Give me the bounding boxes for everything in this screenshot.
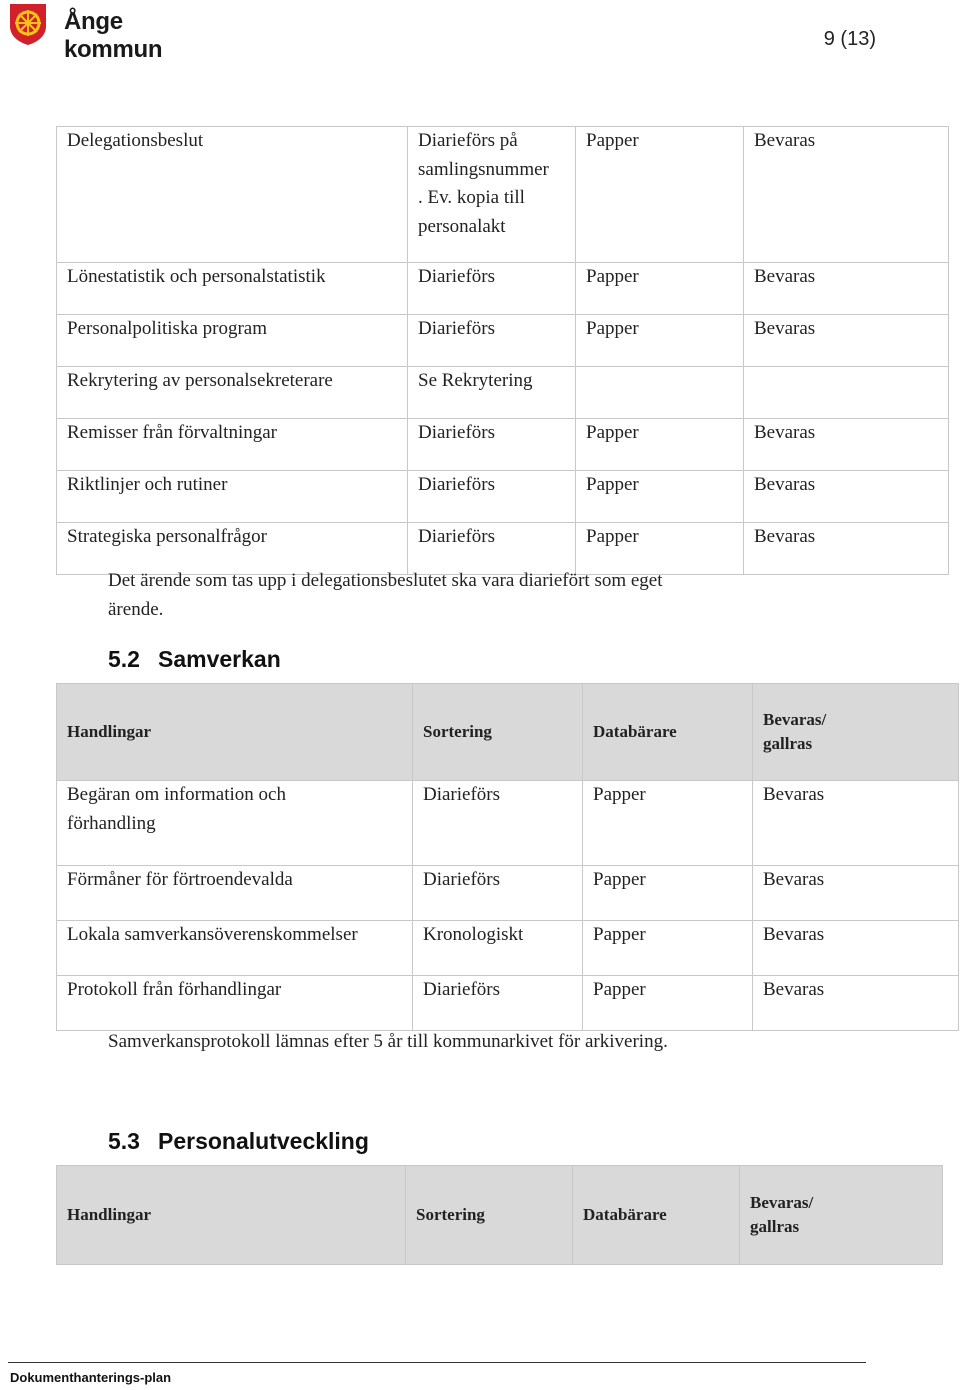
section-title: Samverkan (158, 646, 281, 672)
handling-line: Begäran om information och (67, 784, 286, 805)
records-table-samverkan (56, 683, 959, 1031)
footer-title: Dokumenthanterings-plan (10, 1370, 172, 1385)
sortering-cell: Diarieförs (413, 976, 583, 1031)
header-handlingar: Handlingar (57, 684, 413, 781)
table-header-row (57, 684, 959, 781)
handling-cell: Förmåner för förtroendevalda (57, 866, 413, 921)
sortering-cell (408, 127, 576, 263)
header-line: Bevaras/ (763, 710, 827, 729)
table-row (57, 127, 949, 263)
handling-cell: Protokoll från förhandlingar (57, 976, 413, 1031)
bevaras-cell: Bevaras (753, 976, 959, 1031)
databarare-cell: Papper (576, 127, 744, 263)
header-databarare: Databärare (583, 684, 753, 781)
section-number: 5.2 (108, 646, 140, 672)
sortering-cell: Diarieförs (408, 419, 576, 471)
note-line: Det ärende som tas upp i delegationsbeslutet ska vara diariefört som eget (108, 570, 663, 591)
org-logo (8, 2, 218, 63)
sortering-line: samlingsnummer (418, 158, 549, 180)
table-row (57, 419, 949, 471)
sortering-cell: Kronologiskt (413, 921, 583, 976)
databarare-cell (576, 367, 744, 419)
handling-cell: Riktlinjer och rutiner (57, 471, 408, 523)
bevaras-cell: Bevaras (753, 921, 959, 976)
header-bevaras-gallras (753, 684, 959, 781)
table-row (57, 367, 949, 419)
bevaras-cell: Bevaras (753, 866, 959, 921)
databarare-cell: Papper (583, 781, 753, 866)
sortering-cell: Se Rekrytering (408, 367, 576, 419)
bevaras-cell (744, 367, 949, 419)
handling-cell: Lönestatistik och personalstatistik (57, 263, 408, 315)
delegation-note (108, 567, 663, 624)
databarare-cell: Papper (576, 315, 744, 367)
section-number: 5.3 (108, 1128, 140, 1154)
section-title: Personalutveckling (158, 1128, 369, 1154)
org-name: Ånge kommun (64, 8, 163, 63)
coat-of-arms-icon (8, 2, 48, 46)
page-number: 9 (13) (823, 28, 876, 50)
databarare-cell: Papper (576, 523, 744, 575)
sortering-line: Diarieförs på (418, 130, 518, 151)
records-table-personnel (56, 126, 949, 575)
handling-cell: Rekrytering av personalsekreterare (57, 367, 408, 419)
header-handlingar: Handlingar (57, 1166, 406, 1265)
table-row (57, 781, 959, 866)
databarare-cell: Papper (583, 976, 753, 1031)
bevaras-cell: Bevaras (744, 127, 949, 263)
sortering-cell: Diarieförs (413, 781, 583, 866)
note-line: ärende. (108, 598, 164, 620)
handling-cell: Lokala samverkansöverenskommelser (57, 921, 413, 976)
handling-cell: Remisser från förvaltningar (57, 419, 408, 471)
section-heading-personalutveckling (108, 1128, 369, 1155)
bevaras-cell: Bevaras (744, 315, 949, 367)
handling-line: förhandling (67, 812, 156, 834)
bevaras-cell: Bevaras (744, 471, 949, 523)
header-line: gallras (763, 734, 813, 753)
header-bevaras-gallras (740, 1166, 943, 1265)
bevaras-cell: Bevaras (744, 419, 949, 471)
sortering-cell: Diarieförs (408, 523, 576, 575)
databarare-cell: Papper (576, 263, 744, 315)
footer-divider (8, 1362, 866, 1363)
table-row (57, 921, 959, 976)
table-header-row (57, 1166, 943, 1265)
header-databarare: Databärare (573, 1166, 740, 1265)
handling-cell: Strategiska personalfrågor (57, 523, 408, 575)
table-row (57, 471, 949, 523)
handling-cell: Delegationsbeslut (57, 127, 408, 263)
sortering-cell: Diarieförs (408, 315, 576, 367)
sortering-cell: Diarieförs (408, 471, 576, 523)
bevaras-cell: Bevaras (744, 523, 949, 575)
records-table-personalutveckling (56, 1165, 943, 1265)
handling-cell (57, 781, 413, 866)
table-row (57, 315, 949, 367)
handling-cell: Personalpolitiska program (57, 315, 408, 367)
section-heading-samverkan (108, 646, 281, 673)
header-sortering: Sortering (413, 684, 583, 781)
header-sortering: Sortering (406, 1166, 573, 1265)
databarare-cell: Papper (576, 419, 744, 471)
databarare-cell: Papper (583, 866, 753, 921)
bevaras-cell: Bevaras (744, 263, 949, 315)
bevaras-cell: Bevaras (753, 781, 959, 866)
header-line: Bevaras/ (750, 1193, 814, 1212)
samverkan-note: Samverkansprotokoll lämnas efter 5 år till kommunarkivet för arkivering. (108, 1031, 668, 1052)
header-line: gallras (750, 1217, 800, 1236)
databarare-cell: Papper (576, 471, 744, 523)
sortering-cell: Diarieförs (413, 866, 583, 921)
table-row (57, 976, 959, 1031)
databarare-cell: Papper (583, 921, 753, 976)
sortering-cell: Diarieförs (408, 263, 576, 315)
sortering-line: . Ev. kopia till (418, 187, 525, 208)
table-row (57, 866, 959, 921)
sortering-line: personalakt (418, 215, 506, 237)
table-row (57, 263, 949, 315)
